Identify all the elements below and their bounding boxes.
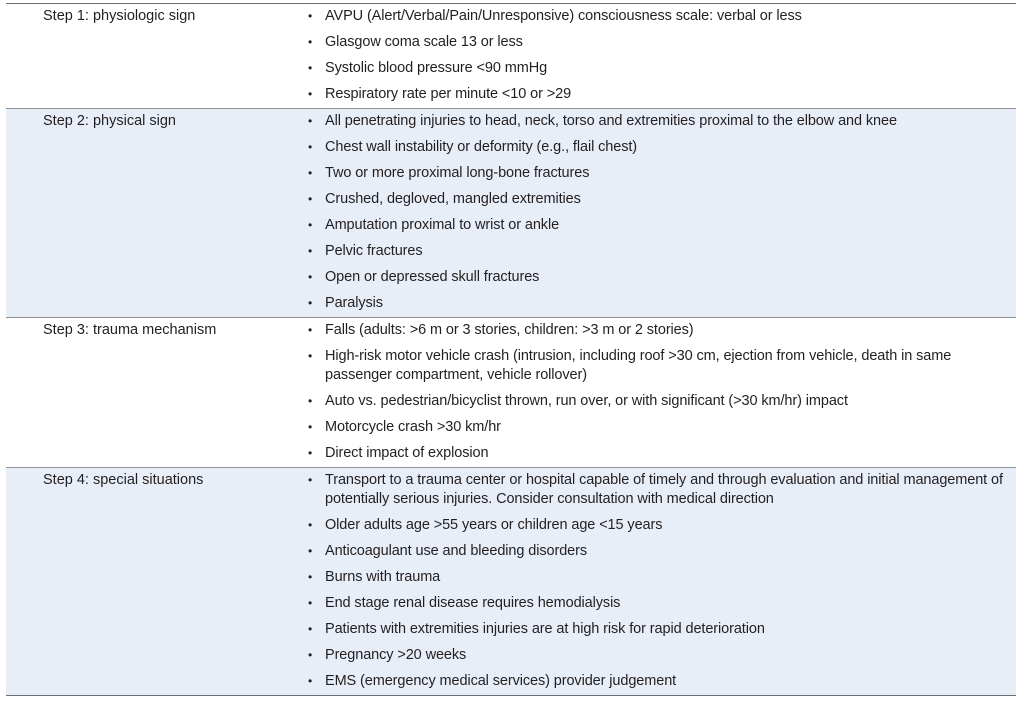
step-1-row bbox=[6, 4, 1016, 108]
criteria-item: • Auto vs. pedestrian/bicyclist thrown, run over, or with significant (>30 km/hr) impact bbox=[287, 389, 1016, 415]
criteria-item: • Transport to a trauma center or hospital capable of timely and through evaluation and initial management of potentially serious injuries. Consider consultation with medical direction bbox=[287, 468, 1016, 513]
criteria-item: • All penetrating injuries to head, neck, torso and extremities proximal to the elbow and knee bbox=[287, 109, 1016, 135]
criteria-item: • Motorcycle crash >30 km/hr bbox=[287, 415, 1016, 441]
criteria-list bbox=[287, 468, 1016, 695]
criteria-list bbox=[287, 109, 1016, 317]
field-triage-criteria-table bbox=[6, 3, 1016, 696]
criteria-item: • Open or depressed skull fractures bbox=[287, 265, 1016, 291]
step-label: Step 1: physiologic sign bbox=[43, 8, 196, 24]
step-3-row bbox=[6, 317, 1016, 467]
step-label: Step 4: special situations bbox=[43, 472, 204, 488]
criteria-item: • Respiratory rate per minute <10 or >29 bbox=[287, 82, 1016, 108]
criteria-item: • Chest wall instability or deformity (e.g., flail chest) bbox=[287, 135, 1016, 161]
criteria-item: • Burns with trauma bbox=[287, 565, 1016, 591]
step-label: Step 2: physical sign bbox=[43, 113, 176, 129]
criteria-list bbox=[287, 318, 1016, 467]
criteria-item: • Pregnancy >20 weeks bbox=[287, 643, 1016, 669]
step-2-row bbox=[6, 108, 1016, 317]
criteria-item: • Systolic blood pressure <90 mmHg bbox=[287, 56, 1016, 82]
criteria-item: • Paralysis bbox=[287, 291, 1016, 317]
criteria-item: • EMS (emergency medical services) provider judgement bbox=[287, 669, 1016, 695]
criteria-item: • Pelvic fractures bbox=[287, 239, 1016, 265]
criteria-item: • Crushed, degloved, mangled extremities bbox=[287, 187, 1016, 213]
criteria-item: • High-risk motor vehicle crash (intrusion, including roof >30 cm, ejection from vehicle, death in same passenger compartment, vehicle rollover) bbox=[287, 344, 1016, 389]
criteria-item: • End stage renal disease requires hemodialysis bbox=[287, 591, 1016, 617]
criteria-item: • Older adults age >55 years or children age <15 years bbox=[287, 513, 1016, 539]
criteria-item: • Glasgow coma scale 13 or less bbox=[287, 30, 1016, 56]
step-4-row bbox=[6, 467, 1016, 695]
criteria-item: • Patients with extremities injuries are at high risk for rapid deterioration bbox=[287, 617, 1016, 643]
criteria-item: • Direct impact of explosion bbox=[287, 441, 1016, 467]
criteria-item: • AVPU (Alert/Verbal/Pain/Unresponsive) consciousness scale: verbal or less bbox=[287, 4, 1016, 30]
criteria-item: • Anticoagulant use and bleeding disorders bbox=[287, 539, 1016, 565]
step-label: Step 3: trauma mechanism bbox=[43, 322, 217, 338]
criteria-item: • Falls (adults: >6 m or 3 stories, children: >3 m or 2 stories) bbox=[287, 318, 1016, 344]
criteria-item: • Two or more proximal long-bone fractures bbox=[287, 161, 1016, 187]
criteria-item: • Amputation proximal to wrist or ankle bbox=[287, 213, 1016, 239]
criteria-list bbox=[287, 4, 1016, 108]
